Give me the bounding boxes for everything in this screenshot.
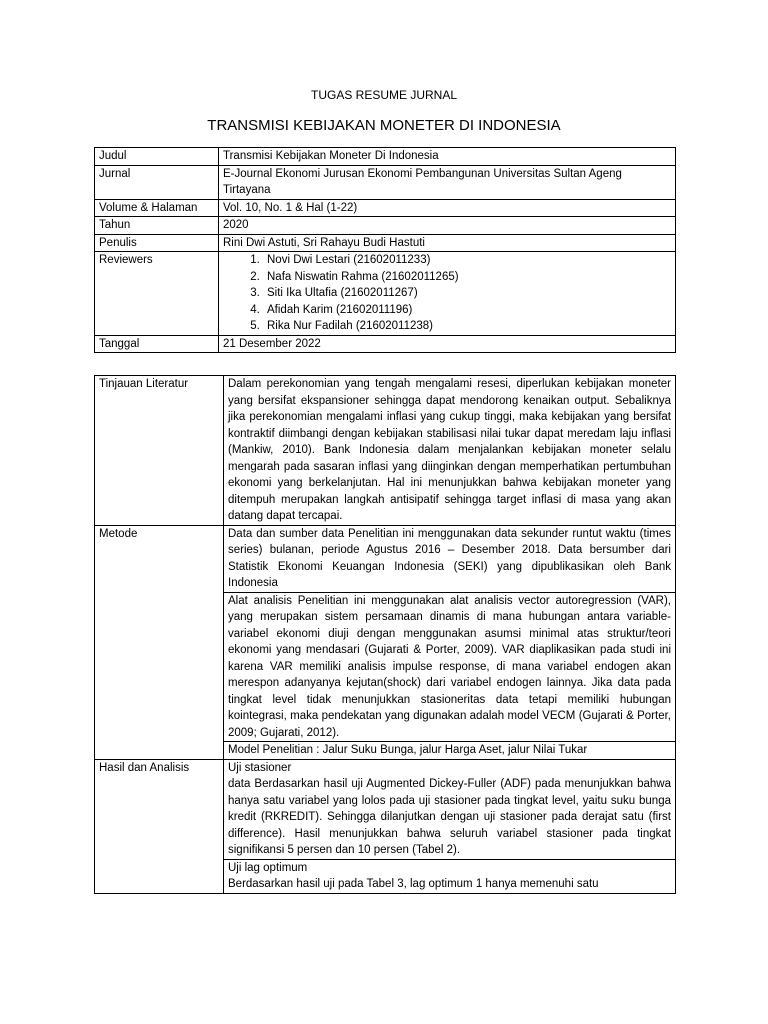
list-item: 5. Rika Nur Fadilah (21602011238)	[263, 318, 671, 335]
tinjauan-text: Dalam perekonomian yang tengah mengalami resesi, diperlukan kebijakan moneter yang bersifat ekspansioner sehingga dapat mendorong kenaikan output. Sebaliknya jika perekonomian mengalami inflasi yang cukup tinggi, maka kebijakan yang bersifat kontraktif diimbangi dengan kebijakan stabilisasi nilai tukar dapat meredam laju inflasi (Mankiw, 2010). Bank Indonesia dalam menjalankan kebijakan moneter selalu mengarah pada sasaran inflasi yang diinginkan dengan memperhatikan pertumbuhan ekonomi yang berkelanjutan. Hal ini menunjukkan bahwa kebijakan moneter yang ditempuh merupakan langkah antisipatif sehingga target inflasi di masa yang akan datang dapat tercapai.	[224, 376, 676, 526]
volume-value: Vol. 10, No. 1 & Hal (1-22)	[219, 199, 676, 217]
table-row	[95, 217, 676, 235]
uji-stasioner-cell	[224, 759, 676, 859]
uji-lag-title: Uji lag optimum	[228, 861, 308, 874]
metode-alat-text: Alat analisis Penelitian ini menggunakan alat analisis vector autoregression (VAR), yang merupakan sistem persamaan dinamis di mana hubungan antara variable-variabel ekonomi diuji dengan menggunakan asumsi minimal atas struktur/teori ekonomi yang mendasari (Gujarati & Porter, 2009). VAR diaplikasikan pada studi ini karena VAR memiliki analisis impulse response, di mana variabel endogen akan merespon adanyanya kejutan(shock) dari variabel endogen lainnya. Jika data pada tingkat level tidak menunjukkan stasioneritas data tetapi memiliki hubungan kointegrasi, maka pendekatan yang digunakan adalah model VECM (Gujarati & Porter, 2009; Gujarati, 2012).	[224, 592, 676, 742]
document-title: TRANSMISI KEBIJAKAN MONETER DI INDONESIA	[207, 117, 561, 134]
document-label: TUGAS RESUME JURNAL	[310, 88, 458, 102]
table-row	[95, 252, 676, 336]
table-row	[95, 234, 676, 252]
uji-stasioner-title: Uji stasioner	[228, 761, 292, 774]
reviewers-label: Reviewers	[95, 252, 219, 336]
hasil-label: Hasil dan Analisis	[95, 759, 224, 893]
list-item: 1. Novi Dwi Lestari (21602011233)	[263, 252, 671, 269]
tahun-label: Tahun	[95, 217, 219, 235]
tanggal-value: 21 Desember 2022	[219, 335, 676, 353]
metode-model-text: Model Penelitian : Jalur Suku Bunga, jalur Harga Aset, jalur Nilai Tukar	[224, 742, 676, 760]
metode-data-text: Data dan sumber data Penelitian ini menggunakan data sekunder runtut waktu (times series) bulanan, periode Agustus 2016 – Desember 2018. Data bersumber dari Statistik Ekonomi Keuangan Indonesia (SEKI) yang dipublikasikan oleh Bank Indonesia	[224, 525, 676, 592]
table-row	[95, 525, 676, 592]
table-row	[95, 165, 676, 199]
content-table	[94, 375, 676, 894]
tanggal-label: Tanggal	[95, 335, 219, 353]
penulis-label: Penulis	[95, 234, 219, 252]
judul-value: Transmisi Kebijakan Moneter Di Indonesia	[219, 148, 676, 166]
penulis-value: Rini Dwi Astuti, Sri Rahayu Budi Hastuti	[219, 234, 676, 252]
list-item: 2. Nafa Niswatin Rahma (21602011265)	[263, 269, 671, 286]
table-row	[95, 199, 676, 217]
uji-stasioner-text: data Berdasarkan hasil uji Augmented Dickey-Fuller (ADF) pada menunjukkan bahwa hanya satu variabel yang lolos pada uji stasioner pada tingkat level, yaitu suku bunga kredit (RKREDIT). Sehingga dilanjutkan dengan uji stasioner pada derajat satu (first difference). Hasil menunjukkan bahwa seluruh variabel stasioner pada tingkat signifikansi 5 persen dan 10 persen (Tabel 2).	[228, 778, 671, 856]
tahun-value: 2020	[219, 217, 676, 235]
list-item: 4. Afidah Karim (21602011196)	[263, 302, 671, 319]
volume-label: Volume & Halaman	[95, 199, 219, 217]
tinjauan-label: Tinjauan Literatur	[95, 376, 224, 526]
list-item: 3. Siti Ika Ultafia (21602011267)	[263, 285, 671, 302]
table-row	[95, 148, 676, 166]
uji-lag-cell	[224, 859, 676, 893]
reviewers-value	[219, 252, 676, 336]
jurnal-label: Jurnal	[95, 165, 219, 199]
table-row	[95, 335, 676, 353]
reviewers-list	[223, 252, 671, 335]
table-row	[95, 759, 676, 859]
jurnal-value: E-Journal Ekonomi Jurusan Ekonomi Pembangunan Universitas Sultan Ageng Tirtayana	[219, 165, 676, 199]
info-table	[94, 147, 676, 353]
metode-label: Metode	[95, 525, 224, 759]
uji-lag-text: Berdasarkan hasil uji pada Tabel 3, lag optimum 1 hanya memenuhi satu	[228, 878, 599, 890]
table-row	[95, 376, 676, 526]
judul-label: Judul	[95, 148, 219, 166]
